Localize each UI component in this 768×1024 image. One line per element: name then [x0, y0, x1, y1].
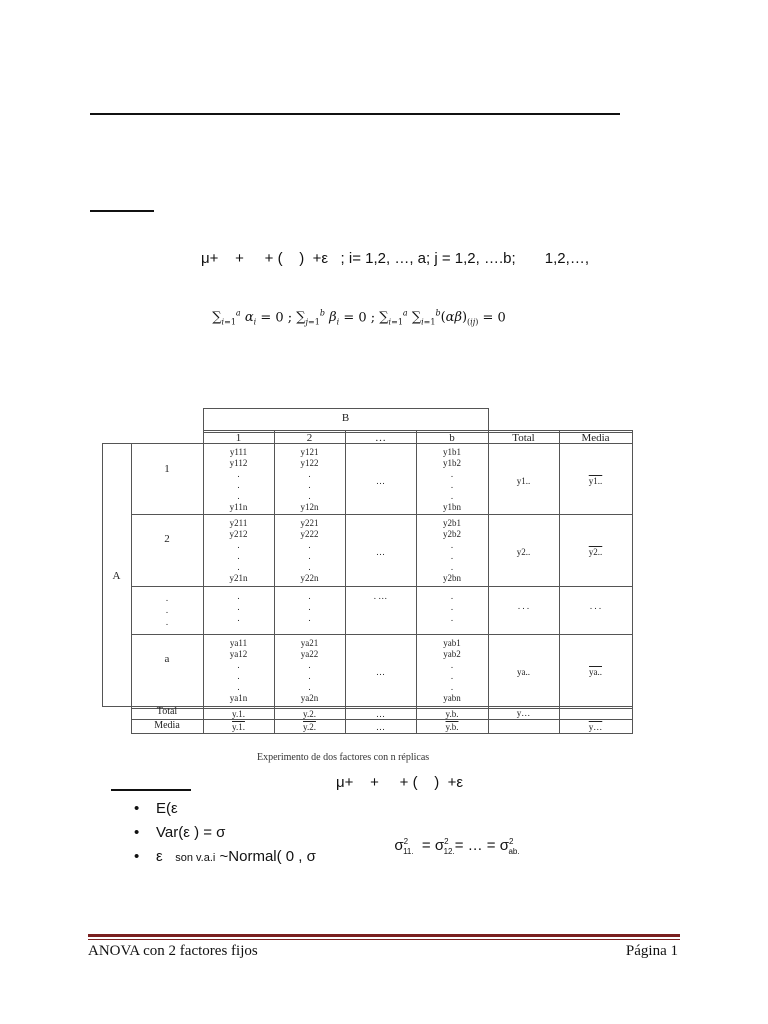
- cell-rd-c3: . …: [373, 591, 388, 601]
- cell-r2-media: y2..: [588, 547, 603, 557]
- media-row-c3: …: [376, 722, 385, 732]
- total-row-label: Total: [156, 706, 178, 717]
- cell-r2-c3: …: [376, 547, 385, 557]
- cell-r1-total: y1..: [516, 476, 531, 486]
- cell-ra-cb: yab1 yab2 . . . yabn: [443, 638, 461, 703]
- cell-rd-total: . . .: [517, 601, 530, 611]
- cell-rd-media: . . .: [589, 601, 602, 611]
- col-header-media: Media: [581, 432, 610, 444]
- assumptions-underline: [111, 789, 191, 791]
- cell-ra-total: ya..: [517, 667, 530, 677]
- cell-r2-total: y2..: [516, 547, 531, 557]
- cell-ra-media: ya..: [589, 667, 602, 677]
- cell-r1-c1: y111 y112 . . . y11n: [229, 447, 248, 512]
- cell-ra-c1: ya11 ya12 . . . ya1n: [229, 638, 248, 703]
- col-header-total: Total: [512, 432, 535, 444]
- constraint-equation: $\sum_{i=1}^a$ $\alpha_i = 0$ ; $\sum_{j=1}^b$ $\beta_i = 0$ ; $\sum_{i=1}^a$ $\sum_{i=1}^b(\alpha\beta)_{(ij)} = 0$: [212, 309, 506, 327]
- col-header-b: b: [449, 432, 455, 444]
- cell-r2-c2: y221 y222 . . . y22n: [300, 518, 319, 583]
- factor-b-header: B: [341, 412, 350, 424]
- row-label-2: 2: [164, 533, 170, 545]
- variance-equality: $\sigma^2_{11.} = \sigma^2_{12.}=$ … = $\sigma^2_{ab.}$: [394, 837, 520, 856]
- total-row-grand: y…: [516, 708, 531, 718]
- media-row-grand: y…: [588, 722, 603, 732]
- media-row-cb: y.b.: [445, 722, 459, 732]
- model-equation-2: μ+ + + ( ) +ε: [336, 774, 464, 791]
- table-caption: Experimento de dos factores con n réplicas: [257, 752, 430, 763]
- col-header-2: 2: [306, 432, 313, 444]
- media-row-label: Media: [154, 720, 180, 731]
- footer-rule-thin: [88, 939, 680, 940]
- footer-title: ANOVA con 2 factores fijos: [88, 943, 258, 959]
- cell-r1-c2: y121 y122 . . . y12n: [300, 447, 319, 512]
- model-equation: μ+ + + ( ) +ε ; i= 1,2, …, a; j = 1,2, ….b; 1,2,…,: [201, 250, 589, 267]
- cell-r1-c3: …: [376, 476, 385, 486]
- footer-rule-thick: [88, 934, 680, 937]
- cell-rd-c1: . . .: [237, 591, 240, 623]
- factor-a-label: A: [112, 570, 121, 582]
- total-row-c1: y.1.: [232, 709, 245, 719]
- cell-r2-c1: y211 y212 . . . y21n: [229, 518, 248, 583]
- cell-rd-c2: . . .: [308, 591, 311, 623]
- assumption-variance: • Var(ε ) = σ: [130, 821, 690, 845]
- page-number: Página 1: [625, 943, 678, 959]
- col-header-1: 1: [235, 432, 242, 444]
- row-label-a: a: [164, 653, 170, 665]
- cell-ra-c2: ya21 ya22 . . . ya2n: [300, 638, 319, 703]
- cell-r2-cb: y2b1 y2b2 . . . y2bn: [443, 518, 461, 583]
- cell-r1-media: y1..: [588, 476, 603, 486]
- assumption-normal: • ε son v.a.i ~Normal( 0 , σ: [130, 845, 690, 869]
- row-label-1: 1: [164, 463, 170, 475]
- cell-r1-cb: y1b1 y1b2 . . . y1bn: [443, 447, 461, 512]
- total-row-c2: y.2.: [303, 709, 316, 719]
- col-header-ellipsis: …: [375, 432, 386, 444]
- cell-ra-c3: …: [376, 667, 385, 677]
- media-row-c1: y.1.: [232, 722, 245, 732]
- assumption-expectation: • E(ε: [130, 797, 690, 821]
- cell-rd-cb: . . .: [450, 591, 454, 623]
- total-row-c3: …: [376, 709, 385, 719]
- total-row-cb: y.b.: [445, 709, 459, 719]
- media-row-c2: y.2.: [303, 722, 316, 732]
- row-label-dots: . . .: [165, 593, 169, 627]
